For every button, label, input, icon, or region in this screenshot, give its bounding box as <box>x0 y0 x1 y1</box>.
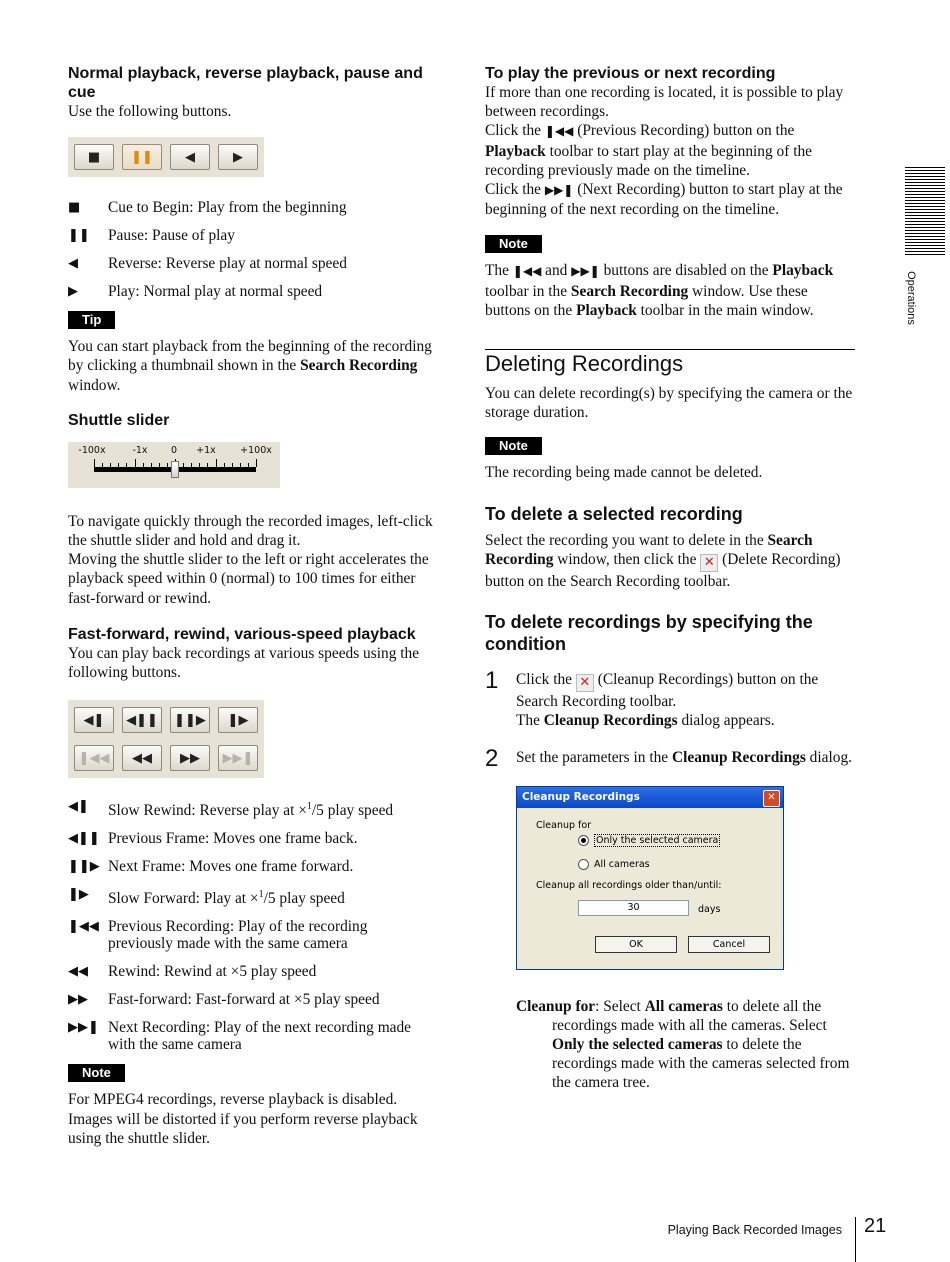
button-symbol-icon: ◀ <box>68 256 78 272</box>
shuttle-thumb[interactable] <box>171 461 179 478</box>
button-symbol-icon: ❚◀◀ <box>68 919 99 935</box>
paragraph-use-buttons: Use the following buttons. <box>68 103 232 120</box>
note-recording-in-progress: The recording being made cannot be deleted. <box>485 464 763 482</box>
play-button[interactable] <box>218 144 258 170</box>
side-tab-stripe <box>905 191 945 192</box>
list-item <box>68 858 438 875</box>
side-tab-marker <box>905 167 945 259</box>
side-tab-stripe <box>905 167 945 168</box>
delete-recording-icon: ✕ <box>700 554 718 572</box>
heading-deleting-recordings: Deleting Recordings <box>485 351 684 377</box>
radio-all-cameras[interactable]: All cameras <box>578 859 650 870</box>
shuttle-tick-label: 0 <box>170 444 178 456</box>
playback-button-panel <box>68 137 264 177</box>
list-item <box>68 1019 438 1053</box>
heading-delete-condition: To delete recordings by specifying the condition <box>485 612 813 655</box>
list-item <box>68 886 438 907</box>
page-number: 21 <box>864 1215 887 1237</box>
side-tab-stripe <box>905 200 945 201</box>
button-symbol-icon: ▶▶ <box>68 992 88 1008</box>
side-tab-stripe <box>905 182 945 183</box>
shuttle-slider[interactable] <box>68 442 280 488</box>
heading-delete-selected: To delete a selected recording <box>485 503 743 524</box>
cleanup-recordings-icon: ✕ <box>576 674 594 692</box>
shuttle-tick-label: +100x <box>240 444 272 456</box>
side-tab-stripe <box>905 227 945 228</box>
button-symbol-icon: ◀◀ <box>68 964 88 980</box>
list-item <box>68 798 438 819</box>
side-tab-stripe <box>905 212 945 213</box>
dialog-title: Cleanup Recordings <box>517 787 783 808</box>
step-2-text: Set the parameters in the Cleanup Recordings dialog. <box>516 749 852 767</box>
list-item <box>68 255 438 272</box>
shuttle-tick <box>256 459 257 467</box>
cleanup-for-label: Cleanup for <box>536 819 592 831</box>
footer-divider <box>855 1217 856 1262</box>
previous-recording-icon: ❚◀◀ <box>544 124 574 139</box>
days-input[interactable]: 30 <box>578 900 689 916</box>
reverse-icon: ◀ <box>185 149 195 165</box>
side-tab-stripe <box>905 185 945 186</box>
step-1-text: Click the ✕ (Cleanup Recordings) button on the Search Recording toolbar. <box>516 671 819 711</box>
prev-next-paragraph-1: If more than one recording is located, it is possible to play between recordings. <box>485 84 844 121</box>
days-unit: days <box>698 903 721 915</box>
tip-text: You can start playback from the beginning of the recording by clicking a thumbnail shown in the Search Recording window. <box>68 338 432 394</box>
rewind-button[interactable] <box>122 745 162 771</box>
shuttle-paragraph-2: Moving the shuttle slider to the left or right accelerates the playback speed within 0 (normal) to 100 times for either fast-forward or rewind. <box>68 551 429 607</box>
note-label: Note <box>68 1064 125 1082</box>
next-recording-button[interactable] <box>218 745 258 771</box>
button-symbol-icon: ❚❚ <box>68 228 90 244</box>
heading-shuttle-slider: Shuttle slider <box>68 411 170 429</box>
step-number: 1 <box>485 667 499 695</box>
side-tab-stripe <box>905 218 945 219</box>
deleting-paragraph: You can delete recording(s) by specifying the camera or the storage duration. <box>485 385 853 422</box>
list-item-text: Previous Frame: Moves one frame back. <box>108 830 358 848</box>
list-item-text: Fast-forward: Fast-forward at ×5 play speed <box>108 991 380 1009</box>
list-item-text: Slow Forward: Play at ×$^1$/5 play speed <box>108 889 345 908</box>
button-symbol-icon: ◀❚ <box>68 799 89 815</box>
side-tab-stripe <box>905 242 945 243</box>
side-tab-stripe <box>905 209 945 210</box>
cleanup-recordings-dialog <box>516 786 784 970</box>
next-recording-icon: ▶▶❚ <box>571 264 600 279</box>
speed-button-list <box>68 798 438 1053</box>
side-tab-stripe <box>905 179 945 180</box>
footer-section-title: Playing Back Recorded Images <box>667 1223 842 1237</box>
section-divider <box>485 349 855 350</box>
button-symbol-icon: ■ <box>68 200 81 216</box>
note-text: For MPEG4 recordings, reverse playback is disabled. Images will be distorted if you perform reverse playback using the shuttle slider. <box>68 1091 418 1147</box>
playback-button-list <box>68 199 438 300</box>
radio-checked-icon <box>578 835 589 846</box>
previous-frame-icon: ◀❚❚ <box>126 712 158 728</box>
heading-playback: Normal playback, reverse playback, pause and cue <box>68 65 423 101</box>
side-tab-stripe <box>905 233 945 234</box>
list-item <box>68 830 438 847</box>
button-symbol-icon: ❚❚▶ <box>68 859 100 875</box>
fast-forward-icon: ▶▶ <box>180 750 200 766</box>
previous-recording-icon: ❚◀◀ <box>78 750 110 766</box>
list-item <box>68 227 438 244</box>
close-icon[interactable]: ✕ <box>763 790 780 807</box>
list-item-text: Next Recording: Play of the next recording made with the same camera <box>108 1019 412 1054</box>
pause-button[interactable] <box>122 144 162 170</box>
note-playback-buttons: The ❚◀◀ and ▶▶❚ buttons are disabled on the Playback toolbar in the Search Recording window. Use these buttons on the Playback toolbar in the main window. <box>485 262 834 319</box>
shuttle-paragraph-1: To navigate quickly through the recorded images, left-click the shuttle slider and hold and drag it. <box>68 512 433 550</box>
side-tab-stripe <box>905 194 945 195</box>
list-item <box>68 283 438 300</box>
note-label: Note <box>485 235 542 253</box>
shuttle-tick <box>94 459 95 467</box>
speed-button-panel <box>68 700 264 778</box>
left-column <box>68 64 438 1148</box>
side-tab-stripe <box>905 245 945 246</box>
next-recording-icon: ▶▶❚ <box>222 750 254 766</box>
step-1-result: The Cleanup Recordings dialog appears. <box>516 712 775 730</box>
shuttle-tick-label: -1x <box>132 444 148 456</box>
tip-label: Tip <box>68 311 115 329</box>
right-column <box>485 64 855 1093</box>
next-recording-icon: ▶▶❚ <box>544 183 574 198</box>
cleanup-for-description: Cleanup for: Select All cameras to delete all the recordings made with all the cameras. Select Only the selected cameras to delete the recordings made with the cameras selected from the camera tree. <box>516 997 850 1092</box>
button-symbol-icon: ❚▶ <box>68 887 89 903</box>
step-number: 2 <box>485 745 499 773</box>
stop-icon: ■ <box>87 149 101 165</box>
heading-previous-next: To play the previous or next recording <box>485 65 776 82</box>
reverse-button[interactable] <box>170 144 210 170</box>
shuttle-tick-label: -100x <box>78 444 106 456</box>
next-frame-icon: ❚❚▶ <box>174 712 206 728</box>
list-item-text: Slow Rewind: Reverse play at ×$^1$/5 play speed <box>108 801 394 820</box>
next-frame-button[interactable] <box>170 707 210 733</box>
radio-only-selected[interactable]: Only the selected camera <box>578 834 720 847</box>
list-item-text: Previous Recording: Play of the recording previously made with the same camera <box>108 918 368 953</box>
stop-button[interactable] <box>74 144 114 170</box>
button-symbol-icon: ◀❚❚ <box>68 831 100 847</box>
rewind-icon: ◀◀ <box>132 750 152 766</box>
list-item <box>68 963 438 980</box>
delete-selected-paragraph: Select the recording you want to delete in the Search Recording window, then click the ✕ (Delete Recording) button on the Search Recording toolbar. <box>485 531 841 590</box>
side-tab-stripe <box>905 236 945 237</box>
list-item-text: Reverse: Reverse play at normal speed <box>108 255 347 273</box>
fast-forward-button[interactable] <box>170 745 210 771</box>
list-item <box>68 918 438 952</box>
fast-forward-paragraph: You can play back recordings at various speeds using the following buttons. <box>68 644 420 682</box>
side-tab-label: Operations <box>905 271 917 325</box>
prev-next-paragraph-2: Click the ❚◀◀ (Previous Recording) button on the Playback toolbar to start play at the beginning of the recording previously made on the timeline. <box>485 122 812 179</box>
list-item-text: Pause: Pause of play <box>108 227 235 245</box>
previous-recording-icon: ❚◀◀ <box>512 264 542 279</box>
radio-unchecked-icon <box>578 859 589 870</box>
button-symbol-icon: ▶ <box>68 284 78 300</box>
step-2 <box>485 745 855 969</box>
cancel-button[interactable]: Cancel <box>688 936 770 953</box>
side-tab-stripe <box>905 176 945 177</box>
side-tab-stripe <box>905 221 945 222</box>
slow-rewind-icon: ◀❚ <box>83 712 105 728</box>
side-tab-stripe <box>905 206 945 207</box>
list-item-text: Cue to Begin: Play from the beginning <box>108 199 347 217</box>
shuttle-tick-label: +1x <box>196 444 216 456</box>
prev-next-paragraph-3: Click the ▶▶❚ (Next Recording) button to start play at the beginning of the next recording on the timeline. <box>485 181 843 219</box>
shuttle-tick <box>135 459 136 467</box>
previous-frame-button[interactable] <box>122 707 162 733</box>
side-tab-stripe <box>905 239 945 240</box>
list-item <box>68 991 438 1008</box>
side-tab-stripe <box>905 197 945 198</box>
slow-rewind-button[interactable] <box>74 707 114 733</box>
side-tab-stripe <box>905 203 945 204</box>
side-tab-stripe <box>905 170 945 171</box>
list-item-text: Rewind: Rewind at ×5 play speed <box>108 963 317 981</box>
button-symbol-icon: ▶▶❚ <box>68 1020 99 1036</box>
side-tab-stripe <box>905 215 945 216</box>
slow-forward-icon: ❚▶ <box>227 712 249 728</box>
list-item <box>68 199 438 216</box>
side-tab-stripe <box>905 173 945 174</box>
ok-button[interactable]: OK <box>595 936 677 953</box>
older-than-label: Cleanup all recordings older than/until: <box>536 879 722 891</box>
note-label: Note <box>485 437 542 455</box>
side-tab-stripe <box>905 188 945 189</box>
heading-fast-forward: Fast-forward, rewind, various-speed playback <box>68 625 416 643</box>
list-item-text: Next Frame: Moves one frame forward. <box>108 858 354 876</box>
step-1 <box>485 667 855 730</box>
play-icon: ▶ <box>233 149 243 165</box>
previous-recording-button[interactable] <box>74 745 114 771</box>
shuttle-tick <box>216 459 217 467</box>
side-tab-stripe <box>905 224 945 225</box>
side-tab-stripe <box>905 230 945 231</box>
pause-icon: ❚❚ <box>131 149 153 165</box>
slow-forward-button[interactable] <box>218 707 258 733</box>
list-item-text: Play: Normal play at normal speed <box>108 283 323 301</box>
